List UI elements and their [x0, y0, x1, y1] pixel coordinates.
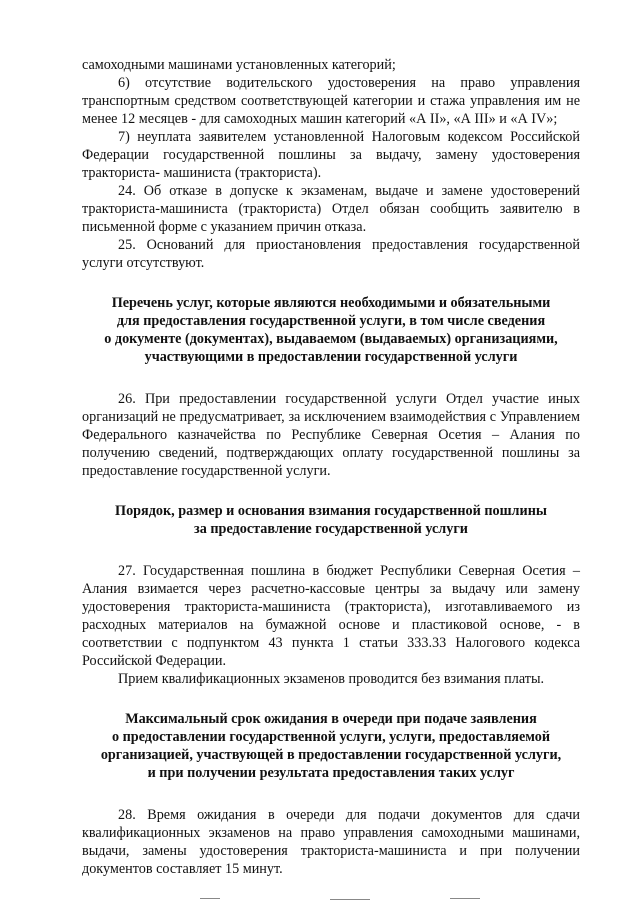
paragraph-24: 24. Об отказе в допуске к экзаменам, выдаче и замене удостоверений тракториста-машиниста (тракториста) Отдел обязан сообщить заявителю в письменной форме с указанием причин отказа. — [82, 183, 580, 235]
scan-artifact-line — [450, 898, 480, 899]
heading-line: Порядок, размер и основания взимания государственной пошлины — [115, 503, 547, 519]
heading-line: для предоставления государственной услуги, в том числе сведения — [116, 313, 546, 329]
heading-line: организацией, участвующей в предоставлении государственной услуги, — [100, 747, 562, 763]
section-heading-required-services — [82, 294, 580, 366]
paragraph-25: 25. Оснований для приостановления предоставления государственной услуги отсутствуют. — [82, 237, 580, 271]
scan-artifact-line — [330, 899, 370, 900]
heading-line: о предоставлении государственной услуги, услуги, предоставляемой — [111, 729, 551, 745]
section-heading-state-fee — [82, 502, 580, 538]
paragraph-28: 28. Время ожидания в очереди для подачи документов для сдачи квалификационных экзаменов на право управления самоходными машинами, выдачи, замены удостоверения тракториста-машиниста и при получении документов составляет 15 минут. — [82, 807, 580, 877]
paragraph-27-exam-fee: Прием квалификационных экзаменов проводится без взимания платы. — [118, 671, 545, 687]
paragraph-continuation: самоходными машинами установленных категорий; — [82, 57, 396, 73]
paragraph-26: 26. При предоставлении государственной услуги Отдел участие иных организаций не предусматривает, за исключением взаимодействия с Управлением Федерального казначейства по Республике Северная Осетия – Алания по получению сведений, подтверждающих оплату государственной пошлины за предоставление государственной услуги. — [82, 391, 580, 479]
section-heading-queue-time — [82, 710, 580, 782]
heading-line: о документе (документах), выдаваемом (выдаваемых) организациями, — [104, 331, 558, 347]
heading-line: Максимальный срок ожидания в очереди при подаче заявления — [125, 711, 537, 727]
heading-line: за предоставление государственной услуги — [194, 521, 468, 537]
scan-artifact-line — [200, 898, 220, 899]
paragraph-item-6: 6) отсутствие водительского удостоверения на право управления транспортным средством соответствующей категории и стажа управления им не менее 12 месяцев - для самоходных машин категорий «А II», «А III» и «А IV»; — [82, 75, 580, 127]
heading-line: и при получении результата предоставления таких услуг — [147, 765, 515, 781]
paragraph-27: 27. Государственная пошлина в бюджет Республики Северная Осетия – Алания взимается через расчетно-кассовые центры за выдачу или замену удостоверения тракториста-машиниста (тракториста), изготавливаемого из расходных материалов на бумажной основе и пластиковой основе, - в соответствии с подпунктом 43 пункта 1 статьи 333.33 Налогового кодекса Российской Федерации. — [82, 563, 580, 669]
document-body — [82, 56, 580, 878]
heading-line: участвующими в предоставлении государственной услуги — [144, 349, 518, 365]
paragraph-item-7: 7) неуплата заявителем установленной Налоговым кодексом Российской Федерации государственной пошлины за выдачу, замену удостоверения тракториста- машиниста (тракториста). — [82, 129, 580, 181]
heading-line: Перечень услуг, которые являются необходимыми и обязательными — [111, 295, 551, 311]
